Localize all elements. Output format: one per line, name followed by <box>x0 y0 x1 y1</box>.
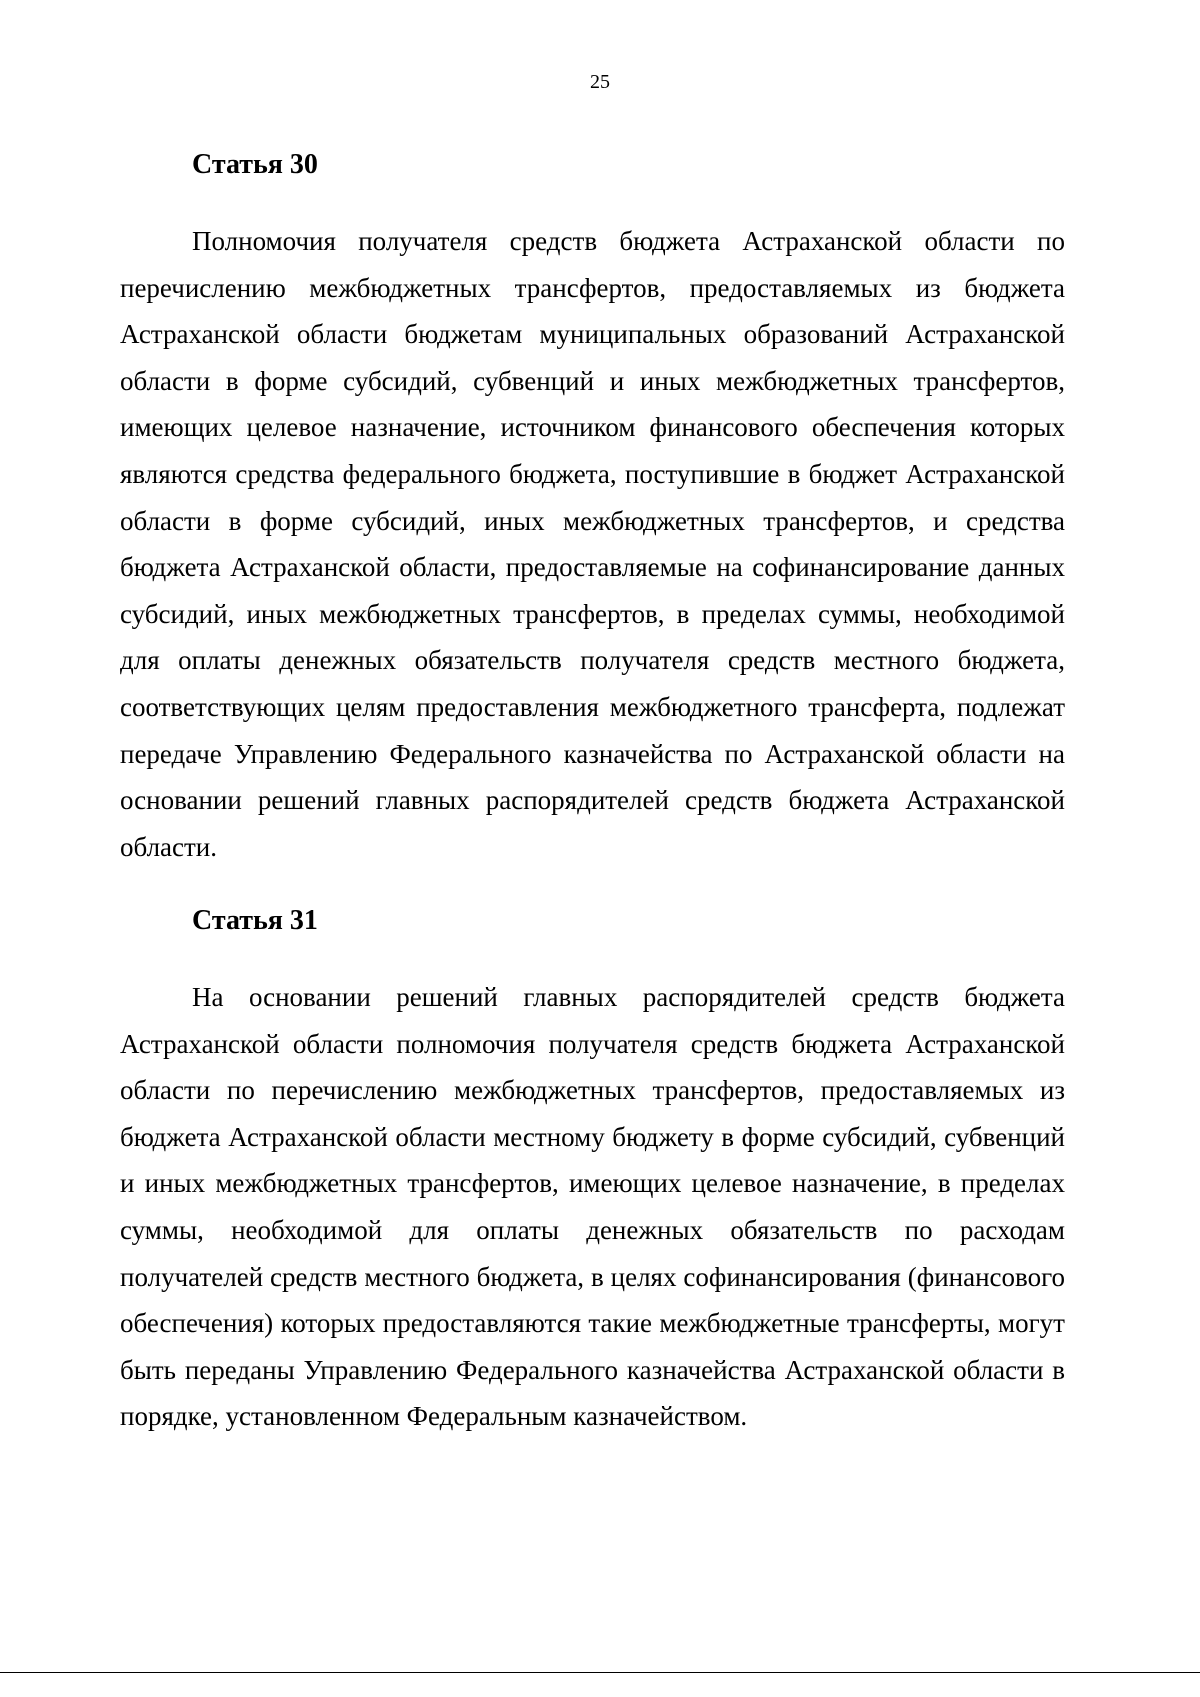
article-paragraph: Полномочия получателя средств бюджета Астраханской области по перечислению межбюджетных трансфертов, предоставляемых из бюджета Астраханской области бюджетам муниципальных образований Астраханской области в форме субсидий, субвенций и иных межбюджетных трансфертов, имеющих целевое назначение, источником финансового обеспечения которых являются средства федерального бюджета, поступившие в бюджет Астраханской области в форме субсидий, иных межбюджетных трансфертов, и средства бюджета Астраханской области, предоставляемые на софинансирование данных субсидий, иных межбюджетных трансфертов, в пределах суммы, необходимой для оплаты денежных обязательств получателя средств местного бюджета, соответствующих целям предоставления межбюджетного трансферта, подлежат передаче Управлению Федерального казначейства по Астраханской области на основании решений главных распорядителей средств бюджета Астраханской области. <box>120 226 1065 862</box>
article-heading: Статья 31 <box>192 905 318 936</box>
article-31 <box>120 904 1065 1440</box>
page-number: 25 <box>590 71 610 93</box>
article-heading: Статья 30 <box>192 149 318 180</box>
footer-divider <box>0 1672 1200 1673</box>
article-30 <box>120 148 1065 870</box>
article-paragraph: На основании решений главных распорядителей средств бюджета Астраханской области полномочия получателя средств бюджета Астраханской области по перечислению межбюджетных трансфертов, предоставляемых из бюджета Астраханской области местному бюджету в форме субсидий, субвенций и иных межбюджетных трансфертов, имеющих целевое назначение, в пределах суммы, необходимой для оплаты денежных обязательств по расходам получателей средств местного бюджета, в целях софинансирования (финансового обеспечения) которых предоставляются такие межбюджетные трансферты, могут быть переданы Управлению Федерального казначейства Астраханской области в порядке, установленном Федеральным казначейством. <box>120 982 1065 1432</box>
